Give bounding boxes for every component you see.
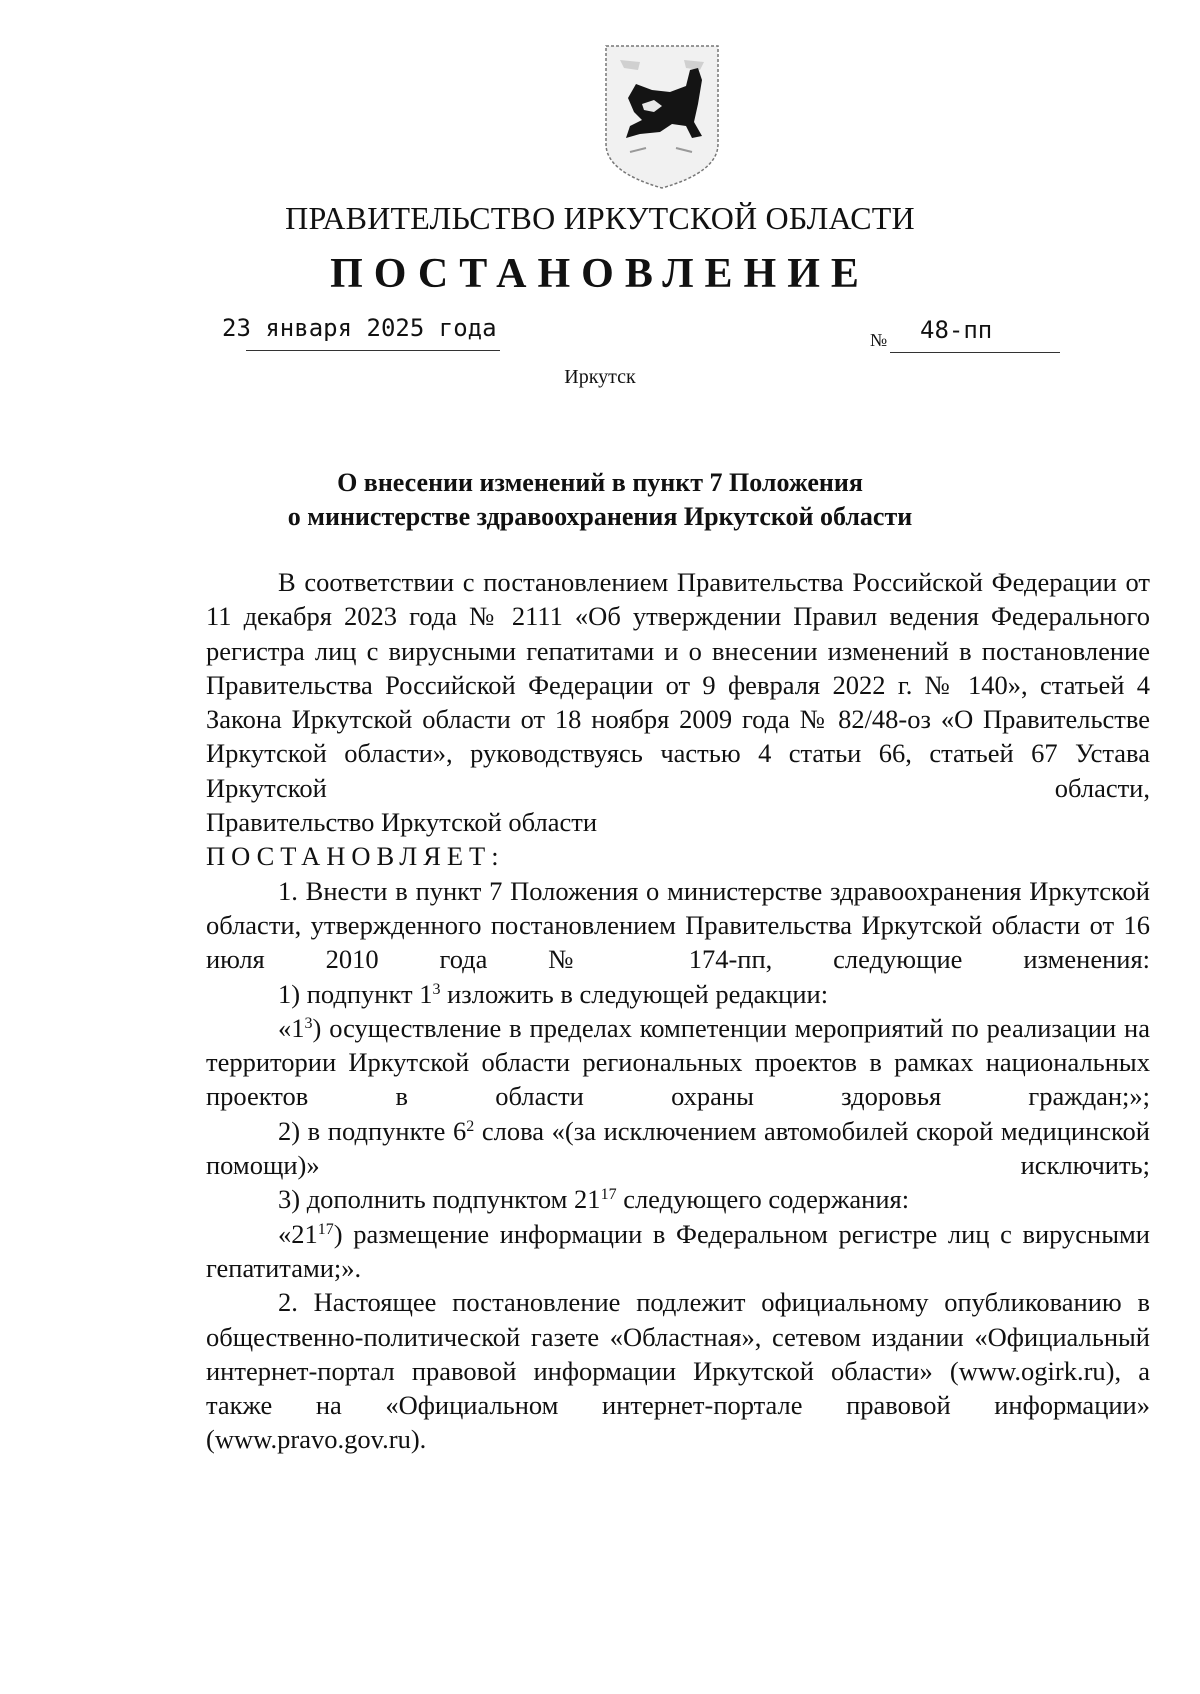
city: Иркутск xyxy=(564,366,636,388)
title-line-2: о министерстве здравоохранения Иркутской области xyxy=(287,502,913,531)
subitem-1: 1) подпункт $1^3$ изложить в следующей редакции: xyxy=(278,978,829,1009)
subitem-2: 2) в подпункте $6^2$ слова «(за исключением автомобилей скорой медицинской помощи)» исключить; xyxy=(206,1115,1150,1181)
resolves-heading: ПОСТАНОВЛЯЕТ: xyxy=(206,841,505,872)
date-underline xyxy=(246,350,500,351)
government-name: ПРАВИТЕЛЬСТВО ИРКУТСКОЙ ОБЛАСТИ xyxy=(285,200,915,236)
coat-of-arms-emblem xyxy=(600,40,724,192)
document-type: ПОСТАНОВЛЕНИЕ xyxy=(330,251,870,297)
preamble-paragraph: В соответствии с постановлением Правительства Российской Федерации от 11 декабря 2023 года № 2111 «Об утверждении Правил ведения Федерального регистра лиц с вирусными гепатитами и о внесении изменений в постановление Правительства Российской Федерации от 9 февраля 2022 г. № 140», статьей 4 Закона Иркутской области от 18 ноября 2009 года № 82/48-оз «О Правительстве Иркутской области», руководствуясь частью 4 статьи 66, статьей 67 Устава Иркутской области, xyxy=(206,567,1150,803)
number-underline xyxy=(890,352,1060,353)
document-title xyxy=(0,466,1200,534)
subitem-1-text: «$1^3$) осуществление в пределах компетенции мероприятий по реализации на территории Иркутской области региональных проектов в рамках национальных проектов в области охраны здоровья граждан;»; xyxy=(206,1012,1150,1112)
document-date: 23 января 2025 года xyxy=(222,314,497,342)
preamble-end: Правительство Иркутской области xyxy=(206,807,598,838)
subitem-3: 3) дополнить подпунктом $21^{17}$ следующего содержания: xyxy=(278,1184,910,1215)
title-line-1: О внесении изменений в пункт 7 Положения xyxy=(337,468,863,497)
number-label: № xyxy=(870,330,888,350)
document-number: 48-пп xyxy=(920,316,993,344)
subitem-3-text: «$21^{17}$) размещение информации в Федеральном регистре лиц с вирусными гепатитами;». xyxy=(206,1218,1150,1283)
item-2: 2. Настоящее постановление подлежит официальному опубликованию в общественно-политической газете «Областная», сетевом издании «Официальный интернет-портал правовой информации Иркутской области» (www.ogirk.ru), а также на «Официальном интернет-портале правовой информации» (www.pravo.gov.ru). xyxy=(206,1287,1150,1455)
document-body xyxy=(206,565,1150,1457)
item-1: 1. Внести в пункт 7 Положения о министерстве здравоохранения Иркутской области, утвержденного постановлением Правительства Иркутской области от 16 июля 2010 года № 174-пп, следующие изменения: xyxy=(206,875,1150,975)
